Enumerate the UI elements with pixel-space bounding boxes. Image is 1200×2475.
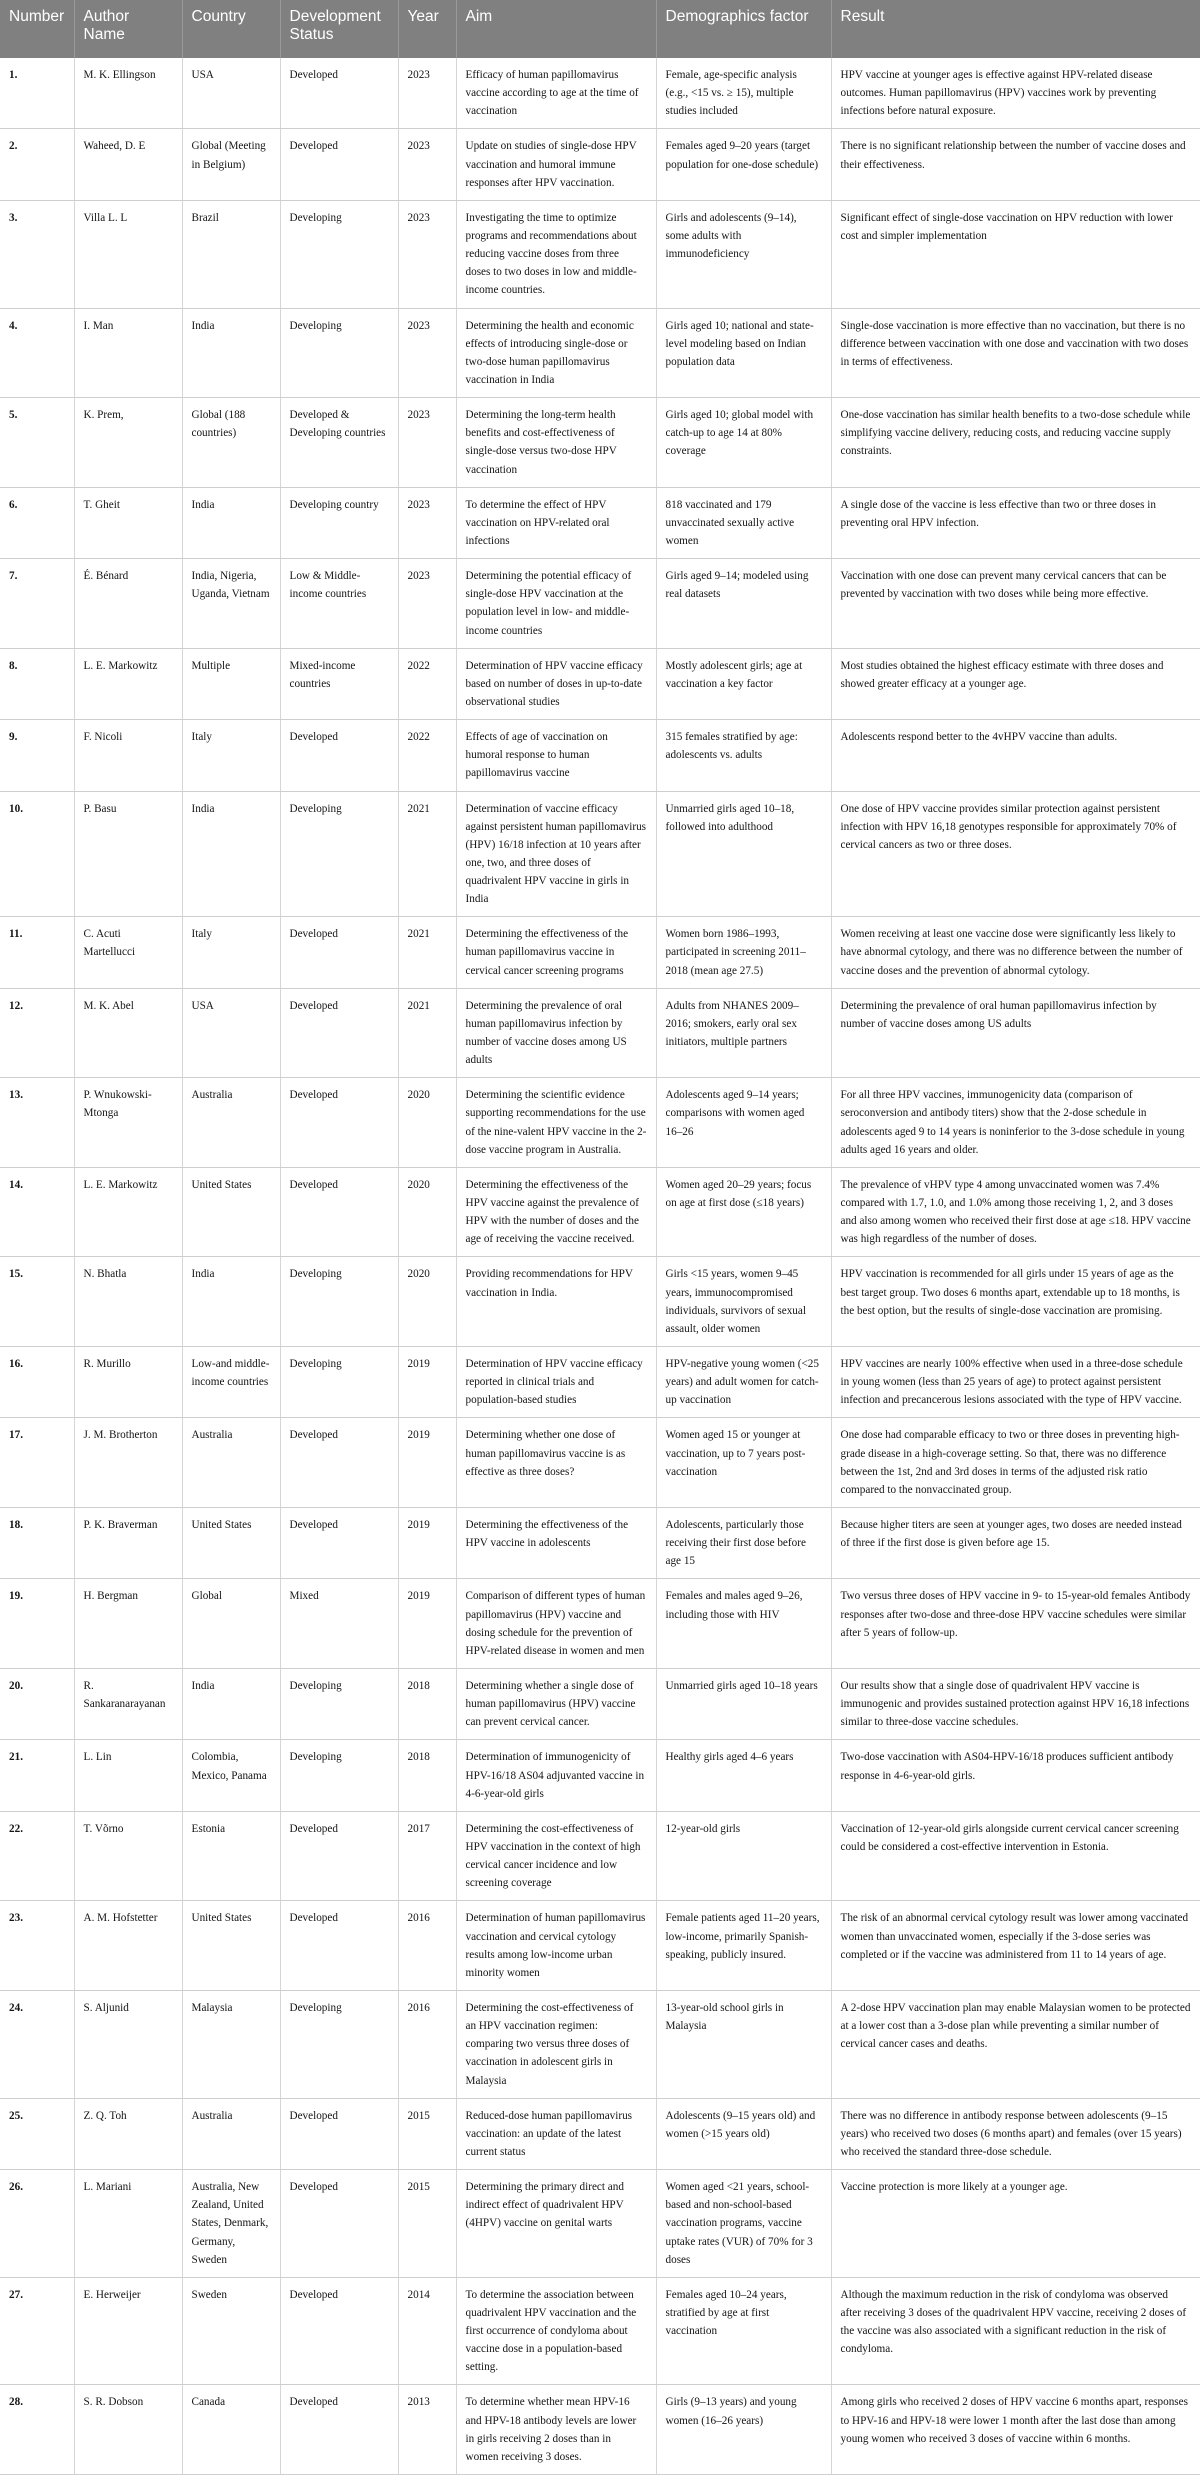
cell-number: 13. — [0, 1078, 74, 1168]
table-row — [0, 1901, 1200, 1991]
cell-development_status: Developed — [280, 1078, 398, 1168]
cell-aim: Effects of age of vaccination on humoral response to human papillomavirus vaccine — [456, 720, 656, 791]
cell-author: P. Wnukowski-Mtonga — [74, 1078, 182, 1168]
cell-aim: To determine the effect of HPV vaccination on HPV-related oral infections — [456, 487, 656, 558]
cell-country: Italy — [182, 720, 280, 791]
cell-demographics: Women aged <21 years, school-based and non-school-based vaccination programs, vaccine uptake rates (VUR) of 70% for 3 doses — [656, 2170, 831, 2278]
cell-development_status: Mixed-income countries — [280, 648, 398, 719]
cell-number: 5. — [0, 398, 74, 488]
cell-country: Brazil — [182, 200, 280, 308]
cell-development_status: Developed — [280, 1167, 398, 1257]
cell-demographics: Adolescents, particularly those receiving their first dose before age 15 — [656, 1508, 831, 1579]
cell-result: Among girls who received 2 doses of HPV vaccine 6 months apart, responses to HPV-16 and HPV-18 were lower 1 month after the last dose than among young women who received 3 doses of vaccine within 6 months. — [831, 2385, 1200, 2475]
cell-number: 12. — [0, 988, 74, 1078]
cell-country: India — [182, 487, 280, 558]
cell-development_status: Developing — [280, 1740, 398, 1811]
cell-development_status: Developed — [280, 1901, 398, 1991]
cell-year: 2016 — [398, 1990, 456, 2098]
cell-aim: Determining the effectiveness of the human papillomavirus vaccine in cervical cancer screening programs — [456, 917, 656, 988]
table-row — [0, 58, 1200, 129]
table-row — [0, 200, 1200, 308]
table-row — [0, 720, 1200, 791]
cell-number: 4. — [0, 308, 74, 398]
cell-year: 2015 — [398, 2098, 456, 2169]
cell-number: 21. — [0, 1740, 74, 1811]
table-row — [0, 129, 1200, 200]
cell-author: A. M. Hofstetter — [74, 1901, 182, 1991]
cell-year: 2015 — [398, 2170, 456, 2278]
cell-development_status: Developing — [280, 1668, 398, 1739]
cell-demographics: Girls aged 9–14; modeled using real datasets — [656, 559, 831, 649]
cell-result: Vaccine protection is more likely at a younger age. — [831, 2170, 1200, 2278]
cell-country: Global — [182, 1579, 280, 1669]
cell-year: 2020 — [398, 1078, 456, 1168]
cell-year: 2023 — [398, 308, 456, 398]
table-row — [0, 2170, 1200, 2278]
table-row — [0, 1078, 1200, 1168]
cell-author: H. Bergman — [74, 1579, 182, 1669]
table-row — [0, 2098, 1200, 2169]
cell-aim: Determining the health and economic effects of introducing single-dose or two-dose human papillomavirus vaccination in India — [456, 308, 656, 398]
cell-country: USA — [182, 58, 280, 129]
cell-development_status: Developed — [280, 1811, 398, 1901]
column-header-country: Country — [182, 0, 280, 58]
cell-number: 16. — [0, 1347, 74, 1418]
cell-number: 17. — [0, 1418, 74, 1508]
cell-demographics: Girls aged 10; global model with catch-up to age 14 at 80% coverage — [656, 398, 831, 488]
cell-year: 2020 — [398, 1167, 456, 1257]
cell-author: Waheed, D. E — [74, 129, 182, 200]
cell-development_status: Developed — [280, 1418, 398, 1508]
cell-number: 22. — [0, 1811, 74, 1901]
cell-aim: Determining the potential efficacy of single-dose HPV vaccination at the population level in low- and middle-income countries — [456, 559, 656, 649]
cell-number: 2. — [0, 129, 74, 200]
cell-demographics: Females aged 10–24 years, stratified by age at first vaccination — [656, 2277, 831, 2385]
table-header-row — [0, 0, 1200, 58]
cell-year: 2013 — [398, 2385, 456, 2475]
cell-result: Women receiving at least one vaccine dose were significantly less likely to have abnormal cytology, and there was no difference between the number of vaccine doses and the prevention of abnormal cytology. — [831, 917, 1200, 988]
cell-aim: Determining the cost-effectiveness of an HPV vaccination regimen: comparing two versus three doses of vaccination in adolescent girls in Malaysia — [456, 1990, 656, 2098]
cell-result: Determining the prevalence of oral human papillomavirus infection by number of vaccine doses among US adults — [831, 988, 1200, 1078]
cell-year: 2016 — [398, 1901, 456, 1991]
table-row — [0, 398, 1200, 488]
cell-country: India — [182, 308, 280, 398]
cell-development_status: Developed — [280, 988, 398, 1078]
cell-development_status: Developing country — [280, 487, 398, 558]
cell-number: 20. — [0, 1668, 74, 1739]
cell-year: 2018 — [398, 1740, 456, 1811]
table-row — [0, 1508, 1200, 1579]
cell-author: L. E. Markowitz — [74, 1167, 182, 1257]
cell-result: Our results show that a single dose of quadrivalent HPV vaccine is immunogenic and provides sustained protection against HPV 16,18 infections similar to three-dose vaccine schedules. — [831, 1668, 1200, 1739]
cell-aim: Determination of HPV vaccine efficacy based on number of doses in up-to-date observational studies — [456, 648, 656, 719]
table-row — [0, 2277, 1200, 2385]
table-row — [0, 1668, 1200, 1739]
cell-result: Most studies obtained the highest efficacy estimate with three doses and showed greater efficacy at a younger age. — [831, 648, 1200, 719]
cell-author: L. Mariani — [74, 2170, 182, 2278]
cell-country: India — [182, 791, 280, 917]
cell-development_status: Developed — [280, 720, 398, 791]
cell-result: One dose of HPV vaccine provides similar protection against persistent infection with HPV 16,18 genotypes responsible for approximately 70% of cervical cancers as two or three doses. — [831, 791, 1200, 917]
cell-year: 2021 — [398, 791, 456, 917]
cell-aim: Determination of HPV vaccine efficacy reported in clinical trials and population-based studies — [456, 1347, 656, 1418]
cell-development_status: Developed — [280, 917, 398, 988]
cell-demographics: Mostly adolescent girls; age at vaccination a key factor — [656, 648, 831, 719]
table-row — [0, 2385, 1200, 2475]
cell-number: 18. — [0, 1508, 74, 1579]
cell-aim: Investigating the time to optimize programs and recommendations about reducing vaccine doses from three doses to two doses in low and middle-income countries. — [456, 200, 656, 308]
cell-aim: Update on studies of single-dose HPV vaccination and humoral immune responses after HPV vaccination. — [456, 129, 656, 200]
cell-development_status: Developed — [280, 129, 398, 200]
cell-aim: Comparison of different types of human papillomavirus (HPV) vaccine and dosing schedule for the prevention of HPV-related disease in women and men — [456, 1579, 656, 1669]
cell-development_status: Developing — [280, 1347, 398, 1418]
cell-number: 24. — [0, 1990, 74, 2098]
cell-result: A single dose of the vaccine is less effective than two or three doses in preventing oral HPV infection. — [831, 487, 1200, 558]
cell-demographics: Adults from NHANES 2009–2016; smokers, early oral sex initiators, multiple partners — [656, 988, 831, 1078]
cell-aim: Determining whether a single dose of human papillomavirus (HPV) vaccine can prevent cervical cancer. — [456, 1668, 656, 1739]
cell-author: R. Murillo — [74, 1347, 182, 1418]
cell-demographics: Female patients aged 11–20 years, low-income, primarily Spanish-speaking, publicly insured. — [656, 1901, 831, 1991]
cell-result: The prevalence of vHPV type 4 among unvaccinated women was 7.4% compared with 1.7, 1.0, and 1.0% among those receiving 1, 2, and 3 doses and also among women who received their first dose at age ≤18. HPV vaccine was high regardless of the number of doses. — [831, 1167, 1200, 1257]
cell-number: 6. — [0, 487, 74, 558]
cell-number: 25. — [0, 2098, 74, 2169]
cell-demographics: Women aged 15 or younger at vaccination, up to 7 years post-vaccination — [656, 1418, 831, 1508]
cell-country: Low-and middle-income countries — [182, 1347, 280, 1418]
column-header-author-name: Author Name — [74, 0, 182, 58]
table-row — [0, 917, 1200, 988]
cell-development_status: Developing — [280, 1990, 398, 2098]
cell-result: Because higher titers are seen at younger ages, two doses are needed instead of three if the first dose is given before age 15. — [831, 1508, 1200, 1579]
cell-author: F. Nicoli — [74, 720, 182, 791]
cell-country: Estonia — [182, 1811, 280, 1901]
cell-year: 2023 — [398, 559, 456, 649]
table-row — [0, 1740, 1200, 1811]
cell-aim: Determining the cost-effectiveness of HPV vaccination in the context of high cervical cancer incidence and low screening coverage — [456, 1811, 656, 1901]
column-header-year: Year — [398, 0, 456, 58]
cell-country: India — [182, 1668, 280, 1739]
cell-number: 8. — [0, 648, 74, 719]
cell-year: 2022 — [398, 720, 456, 791]
column-header-number: Number — [0, 0, 74, 58]
cell-demographics: Unmarried girls aged 10–18 years — [656, 1668, 831, 1739]
cell-country: Sweden — [182, 2277, 280, 2385]
cell-author: K. Prem, — [74, 398, 182, 488]
cell-demographics: 818 vaccinated and 179 unvaccinated sexually active women — [656, 487, 831, 558]
cell-demographics: Healthy girls aged 4–6 years — [656, 1740, 831, 1811]
cell-author: T. Võrno — [74, 1811, 182, 1901]
cell-development_status: Low & Middle-income countries — [280, 559, 398, 649]
cell-author: J. M. Brotherton — [74, 1418, 182, 1508]
cell-aim: Providing recommendations for HPV vaccination in India. — [456, 1257, 656, 1347]
cell-country: Australia — [182, 1418, 280, 1508]
cell-country: United States — [182, 1167, 280, 1257]
table-row — [0, 1811, 1200, 1901]
cell-author: Villa L. L — [74, 200, 182, 308]
cell-author: R. Sankaranarayanan — [74, 1668, 182, 1739]
cell-number: 28. — [0, 2385, 74, 2475]
table-row — [0, 1257, 1200, 1347]
cell-development_status: Developed — [280, 2098, 398, 2169]
cell-aim: Determining the long-term health benefits and cost-effectiveness of single-dose versus two-dose HPV vaccination — [456, 398, 656, 488]
cell-country: Canada — [182, 2385, 280, 2475]
column-header-demographics-factor: Demographics factor — [656, 0, 831, 58]
cell-demographics: Females aged 9–20 years (target population for one-dose schedule) — [656, 129, 831, 200]
cell-author: P. K. Braverman — [74, 1508, 182, 1579]
cell-result: Although the maximum reduction in the risk of condyloma was observed after receiving 3 doses of the quadrivalent HPV vaccine, receiving 2 doses of the vaccine was also associated with a significant reduction in the risk of condyloma. — [831, 2277, 1200, 2385]
cell-development_status: Developed & Developing countries — [280, 398, 398, 488]
cell-result: One-dose vaccination has similar health benefits to a two-dose schedule while simplifying vaccine delivery, reducing costs, and reducing vaccine supply constraints. — [831, 398, 1200, 488]
cell-aim: Determining the effectiveness of the HPV vaccine in adolescents — [456, 1508, 656, 1579]
cell-aim: Efficacy of human papillomavirus vaccine according to age at the time of vaccination — [456, 58, 656, 129]
cell-year: 2021 — [398, 988, 456, 1078]
cell-aim: Determination of human papillomavirus vaccination and cervical cytology results among low-income urban minority women — [456, 1901, 656, 1991]
cell-aim: Determining the scientific evidence supporting recommendations for the use of the nine-valent HPV vaccine in the 2-dose vaccine program in Australia. — [456, 1078, 656, 1168]
cell-demographics: Girls (9–13 years) and young women (16–26 years) — [656, 2385, 831, 2475]
table-header — [0, 0, 1200, 58]
cell-author: N. Bhatla — [74, 1257, 182, 1347]
cell-author: É. Bénard — [74, 559, 182, 649]
cell-result: HPV vaccine at younger ages is effective against HPV-related disease outcomes. Human papillomavirus (HPV) vaccines work by preventing infections before natural exposure. — [831, 58, 1200, 129]
cell-number: 15. — [0, 1257, 74, 1347]
cell-demographics: Females and males aged 9–26, including those with HIV — [656, 1579, 831, 1669]
cell-demographics: Girls aged 10; national and state-level modeling based on Indian population data — [656, 308, 831, 398]
cell-aim: Determining the prevalence of oral human papillomavirus infection by number of vaccine doses among US adults — [456, 988, 656, 1078]
cell-number: 3. — [0, 200, 74, 308]
cell-aim: To determine whether mean HPV-16 and HPV-18 antibody levels are lower in girls receiving 2 doses than in women receiving 3 doses. — [456, 2385, 656, 2475]
cell-demographics: Adolescents (9–15 years old) and women (>15 years old) — [656, 2098, 831, 2169]
cell-result: One dose had comparable efficacy to two or three doses in preventing high-grade disease in a high-coverage setting. So that, there was no difference between the 1st, 2nd and 3rd doses in terms of the adjusted risk ratio compared to the nonvaccinated group. — [831, 1418, 1200, 1508]
cell-development_status: Developing — [280, 1257, 398, 1347]
cell-result: Vaccination of 12-year-old girls alongside current cervical cancer screening could be considered a cost-effective intervention in Estonia. — [831, 1811, 1200, 1901]
table-row — [0, 487, 1200, 558]
cell-result: Adolescents respond better to the 4vHPV vaccine than adults. — [831, 720, 1200, 791]
cell-year: 2019 — [398, 1508, 456, 1579]
cell-number: 9. — [0, 720, 74, 791]
cell-author: M. K. Ellingson — [74, 58, 182, 129]
table-row — [0, 1347, 1200, 1418]
table-body — [0, 58, 1200, 2475]
cell-result: The risk of an abnormal cervical cytology result was lower among vaccinated women than unvaccinated women, especially if the 3-dose series was completed or if the vaccine was administered from 11 to 14 years of age. — [831, 1901, 1200, 1991]
cell-development_status: Developed — [280, 2277, 398, 2385]
table-row — [0, 988, 1200, 1078]
cell-year: 2019 — [398, 1418, 456, 1508]
cell-demographics: 12-year-old girls — [656, 1811, 831, 1901]
column-header-development-status: Development Status — [280, 0, 398, 58]
cell-country: Global (Meeting in Belgium) — [182, 129, 280, 200]
cell-year: 2023 — [398, 398, 456, 488]
cell-result: HPV vaccines are nearly 100% effective when used in a three-dose schedule in young women (less than 25 years of age) to protect against persistent infection and precancerous lesions associated with the type of HPV vaccine. — [831, 1347, 1200, 1418]
cell-country: Malaysia — [182, 1990, 280, 2098]
table-row — [0, 1579, 1200, 1669]
cell-year: 2021 — [398, 917, 456, 988]
cell-author: M. K. Abel — [74, 988, 182, 1078]
cell-country: USA — [182, 988, 280, 1078]
cell-aim: To determine the association between quadrivalent HPV vaccination and the first occurrence of condyloma about vaccine dose in a population-based setting. — [456, 2277, 656, 2385]
cell-development_status: Developing — [280, 791, 398, 917]
cell-result: Two-dose vaccination with AS04-HPV-16/18 produces sufficient antibody response in 4-6-year-old girls. — [831, 1740, 1200, 1811]
cell-number: 11. — [0, 917, 74, 988]
table-row — [0, 648, 1200, 719]
cell-year: 2018 — [398, 1668, 456, 1739]
cell-country: Italy — [182, 917, 280, 988]
cell-author: Z. Q. Toh — [74, 2098, 182, 2169]
cell-author: S. R. Dobson — [74, 2385, 182, 2475]
cell-demographics: Women aged 20–29 years; focus on age at first dose (≤18 years) — [656, 1167, 831, 1257]
cell-country: Australia — [182, 2098, 280, 2169]
cell-year: 2023 — [398, 58, 456, 129]
cell-country: United States — [182, 1901, 280, 1991]
cell-author: T. Gheit — [74, 487, 182, 558]
cell-author: P. Basu — [74, 791, 182, 917]
table-row — [0, 1167, 1200, 1257]
cell-author: I. Man — [74, 308, 182, 398]
cell-development_status: Developed — [280, 2170, 398, 2278]
table-row — [0, 559, 1200, 649]
cell-country: India, Nigeria, Uganda, Vietnam — [182, 559, 280, 649]
cell-aim: Determining whether one dose of human papillomavirus vaccine is as effective as three doses? — [456, 1418, 656, 1508]
column-header-result: Result — [831, 0, 1200, 58]
cell-aim: Determination of immunogenicity of HPV-16/18 AS04 adjuvanted vaccine in 4-6-year-old girls — [456, 1740, 656, 1811]
cell-aim: Determining the primary direct and indirect effect of quadrivalent HPV (4HPV) vaccine on genital warts — [456, 2170, 656, 2278]
table-row — [0, 1418, 1200, 1508]
cell-year: 2014 — [398, 2277, 456, 2385]
cell-country: Australia — [182, 1078, 280, 1168]
cell-development_status: Developing — [280, 200, 398, 308]
cell-country: Colombia, Mexico, Panama — [182, 1740, 280, 1811]
cell-country: United States — [182, 1508, 280, 1579]
cell-result: Single-dose vaccination is more effective than no vaccination, but there is no difference between vaccination with one dose and vaccination with two doses in terms of effectiveness. — [831, 308, 1200, 398]
cell-number: 7. — [0, 559, 74, 649]
cell-result: Two versus three doses of HPV vaccine in 9- to 15-year-old females Antibody responses after two-dose and three-dose HPV vaccine schedules were similar after 5 years of follow-up. — [831, 1579, 1200, 1669]
cell-number: 23. — [0, 1901, 74, 1991]
cell-country: India — [182, 1257, 280, 1347]
cell-number: 14. — [0, 1167, 74, 1257]
cell-result: For all three HPV vaccines, immunogenicity data (comparison of seroconversion and antibody titers) show that the 2-dose schedule in adolescents aged 9 to 14 years is noninferior to the 3-dose schedule in young adults aged 16 years and older. — [831, 1078, 1200, 1168]
cell-author: C. Acuti Martellucci — [74, 917, 182, 988]
table-row — [0, 308, 1200, 398]
cell-development_status: Developed — [280, 1508, 398, 1579]
cell-author: L. E. Markowitz — [74, 648, 182, 719]
cell-result: Significant effect of single-dose vaccination on HPV reduction with lower cost and simpler implementation — [831, 200, 1200, 308]
cell-author: L. Lin — [74, 1740, 182, 1811]
cell-author: E. Herweijer — [74, 2277, 182, 2385]
table-row — [0, 1990, 1200, 2098]
cell-demographics: HPV-negative young women (<25 years) and adult women for catch-up vaccination — [656, 1347, 831, 1418]
cell-number: 10. — [0, 791, 74, 917]
cell-aim: Determining the effectiveness of the HPV vaccine against the prevalence of HPV with the number of doses and the age of receiving the vaccine received. — [456, 1167, 656, 1257]
cell-demographics: 315 females stratified by age: adolescents vs. adults — [656, 720, 831, 791]
table-row — [0, 791, 1200, 917]
cell-result: HPV vaccination is recommended for all girls under 15 years of age as the best target group. Two doses 6 months apart, extendable up to 18 months, is the best option, but the results of single-dose vaccination are promising. — [831, 1257, 1200, 1347]
cell-development_status: Mixed — [280, 1579, 398, 1669]
cell-demographics: Adolescents aged 9–14 years; comparisons with women aged 16–26 — [656, 1078, 831, 1168]
cell-number: 1. — [0, 58, 74, 129]
cell-demographics: Women born 1986–1993, participated in screening 2011–2018 (mean age 27.5) — [656, 917, 831, 988]
cell-country: Global (188 countries) — [182, 398, 280, 488]
cell-year: 2019 — [398, 1347, 456, 1418]
cell-aim: Determination of vaccine efficacy against persistent human papillomavirus (HPV) 16/18 infection at 10 years after one, two, and three doses of quadrivalent HPV vaccine in girls in India — [456, 791, 656, 917]
cell-author: S. Aljunid — [74, 1990, 182, 2098]
cell-demographics: Girls and adolescents (9–14), some adults with immunodeficiency — [656, 200, 831, 308]
cell-year: 2020 — [398, 1257, 456, 1347]
cell-aim: Reduced-dose human papillomavirus vaccination: an update of the latest current status — [456, 2098, 656, 2169]
cell-result: Vaccination with one dose can prevent many cervical cancers that can be prevented by vaccination with two doses while being more effective. — [831, 559, 1200, 649]
cell-demographics: Unmarried girls aged 10–18, followed into adulthood — [656, 791, 831, 917]
cell-number: 19. — [0, 1579, 74, 1669]
cell-demographics: Female, age-specific analysis (e.g., <15 vs. ≥ 15), multiple studies included — [656, 58, 831, 129]
cell-country: Australia, New Zealand, United States, Denmark, Germany, Sweden — [182, 2170, 280, 2278]
cell-year: 2017 — [398, 1811, 456, 1901]
cell-result: There is no significant relationship between the number of vaccine doses and their effectiveness. — [831, 129, 1200, 200]
cell-year: 2022 — [398, 648, 456, 719]
column-header-aim: Aim — [456, 0, 656, 58]
cell-development_status: Developed — [280, 2385, 398, 2475]
cell-number: 26. — [0, 2170, 74, 2278]
cell-result: A 2-dose HPV vaccination plan may enable Malaysian women to be protected at a lower cost than a 3-dose plan while preventing a similar number of cervical cancer cases and deaths. — [831, 1990, 1200, 2098]
cell-country: Multiple — [182, 648, 280, 719]
cell-development_status: Developing — [280, 308, 398, 398]
cell-result: There was no difference in antibody response between adolescents (9–15 years) who received two doses (6 months apart) and females (over 15 years) who received the standard three-dose schedule. — [831, 2098, 1200, 2169]
cell-demographics: Girls <15 years, women 9–45 years, immunocompromised individuals, survivors of sexual assault, older women — [656, 1257, 831, 1347]
cell-development_status: Developed — [280, 58, 398, 129]
cell-year: 2023 — [398, 129, 456, 200]
cell-number: 27. — [0, 2277, 74, 2385]
cell-year: 2019 — [398, 1579, 456, 1669]
cell-year: 2023 — [398, 200, 456, 308]
cell-demographics: 13-year-old school girls in Malaysia — [656, 1990, 831, 2098]
cell-year: 2023 — [398, 487, 456, 558]
